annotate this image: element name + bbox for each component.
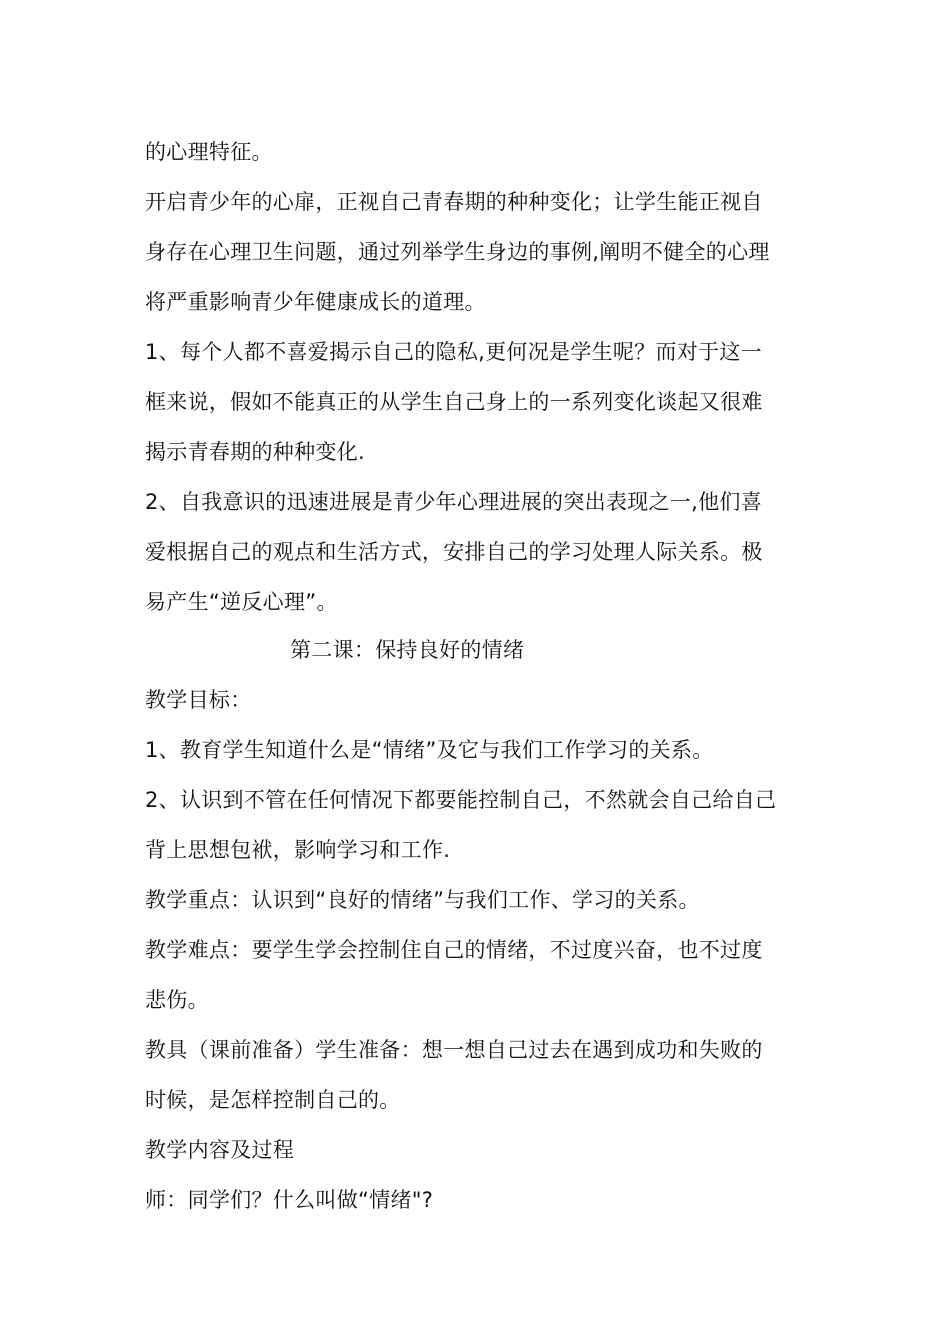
text-line: 悲伤。 <box>145 988 209 1012</box>
text-line: 教学难点：要学生学会控制住自己的情绪，不过度兴奋，也不过度 <box>145 938 763 962</box>
text-line: 背上思想包袱，影响学习和工作. <box>145 838 451 862</box>
text-line: 框来说，假如不能真正的从学生自己身上的一系列变化谈起又很难 <box>145 390 763 414</box>
text-line: 教学目标： <box>145 688 252 712</box>
text-line: 1、教育学生知道什么是“情绪”及它与我们工作学习的关系。 <box>145 738 714 762</box>
text-line: 易产生“逆反心理”。 <box>145 590 338 614</box>
text-line: 身存在心理卫生问题，通过列举学生身边的事例,阐明不健全的心理 <box>145 240 770 264</box>
text-line: 的心理特征。 <box>145 140 273 164</box>
text-line: 时候，是怎样控制自己的。 <box>145 1088 401 1112</box>
text-line: 2、自我意识的迅速进展是青少年心理进展的突出表现之一,他们喜 <box>145 490 763 514</box>
text-line: 将严重影响青少年健康成长的道理。 <box>145 290 486 314</box>
text-line: 2、认识到不管在任何情况下都要能控制自己，不然就会自己给自己 <box>145 788 777 812</box>
text-line: 爱根据自己的观点和生活方式，安排自己的学习处理人际关系。极 <box>145 540 763 564</box>
text-line: 教具（课前准备）学生准备：想一想自己过去在遇到成功和失败的 <box>145 1038 763 1062</box>
text-line: 揭示青春期的种种变化. <box>145 440 365 464</box>
text-line: 1、每个人都不喜爱揭示自己的隐私,更何况是学生呢？而对于这一 <box>145 340 763 364</box>
text-line: 师：同学们？什么叫做“情绪"? <box>145 1188 434 1212</box>
text-line: 教学内容及过程 <box>145 1138 295 1162</box>
section-heading: 第二课：保持良好的情绪 <box>290 638 525 662</box>
text-line: 开启青少年的心扉，正视自己青春期的种种变化；让学生能正视自 <box>145 190 763 214</box>
text-line: 教学重点：认识到“良好的情绪”与我们工作、学习的关系。 <box>145 888 700 912</box>
